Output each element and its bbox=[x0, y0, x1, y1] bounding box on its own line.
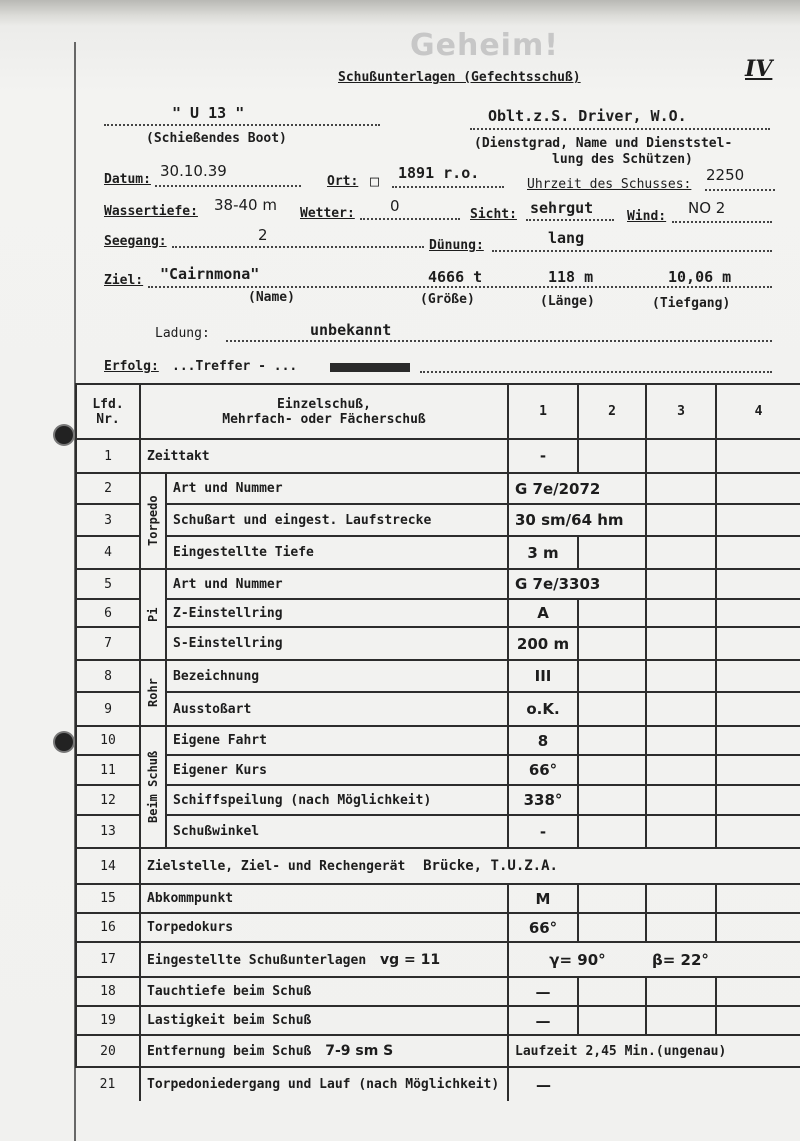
header-desc bbox=[140, 384, 508, 439]
scan-top-shadow bbox=[0, 0, 800, 26]
row-nr: 5 bbox=[76, 569, 140, 599]
row-label: S-Einstellring bbox=[166, 627, 508, 660]
ort-square: □ bbox=[370, 172, 380, 190]
table-row bbox=[76, 913, 800, 942]
table-row bbox=[76, 785, 800, 815]
row-label: Schußwinkel bbox=[166, 815, 508, 848]
header-desc-line2: Mehrfach- oder Fächerschuß bbox=[222, 411, 426, 427]
group-beim-schuss: Beim Schuß bbox=[140, 726, 166, 848]
row-nr: 10 bbox=[76, 726, 140, 755]
shooter-value: Oblt.z.S. Driver, W.O. bbox=[488, 107, 687, 125]
ziel-label: Ziel: bbox=[104, 273, 144, 288]
table-row bbox=[76, 884, 800, 913]
row-nr: 14 bbox=[76, 848, 140, 884]
row-label: Tauchtiefe beim Schuß bbox=[140, 977, 508, 1006]
row-nr: 12 bbox=[76, 785, 140, 815]
shooter-label-2: lung des Schützen) bbox=[552, 152, 693, 167]
row-value-3: β= 22° bbox=[646, 942, 800, 977]
uhrzeit-value: 2250 bbox=[706, 166, 745, 184]
row-label: Eigener Kurs bbox=[166, 755, 508, 785]
row-extra: vg = 11 bbox=[379, 951, 441, 968]
row-label: Eingestellte Tiefe bbox=[166, 536, 508, 569]
ort-value: 1891 r.o. bbox=[398, 164, 480, 182]
sicht-dotline bbox=[526, 219, 614, 221]
table-row bbox=[76, 439, 800, 473]
row-nr: 6 bbox=[76, 599, 140, 627]
wassertiefe-value: 38-40 m bbox=[214, 196, 277, 214]
datum-value: 30.10.39 bbox=[160, 162, 227, 180]
row-value-1: A bbox=[508, 599, 578, 627]
row-nr: 17 bbox=[76, 942, 140, 977]
row-value-1: 338° bbox=[508, 785, 578, 815]
row-nr: 20 bbox=[76, 1035, 140, 1067]
table-row bbox=[76, 569, 800, 599]
row-nr: 8 bbox=[76, 660, 140, 692]
wetter-label: Wetter: bbox=[300, 206, 355, 221]
ziel-groesse-label: (Größe) bbox=[420, 292, 475, 307]
row-label: Art und Nummer bbox=[166, 569, 508, 599]
row-value-1: γ= 90° bbox=[508, 942, 646, 977]
sicht-label: Sicht: bbox=[470, 207, 517, 222]
uhrzeit-dotline bbox=[705, 189, 775, 191]
row-value-1: 3 m bbox=[508, 536, 578, 569]
header-col-3: 3 bbox=[646, 384, 716, 439]
wind-value: NO 2 bbox=[688, 199, 726, 217]
row-nr: 1 bbox=[76, 439, 140, 473]
ziel-name: "Cairnmona" bbox=[160, 265, 260, 283]
seegang-label: Seegang: bbox=[104, 234, 167, 249]
row-value-1: 66° bbox=[508, 913, 578, 942]
table-row bbox=[76, 1006, 800, 1035]
wetter-dotline bbox=[360, 218, 460, 220]
row-value-1: — bbox=[536, 1075, 551, 1094]
ladung-value: unbekannt bbox=[310, 321, 392, 339]
row-value-1: — bbox=[508, 1006, 578, 1035]
corner-mark: IV bbox=[745, 56, 773, 82]
row-value-1: 200 m bbox=[508, 627, 578, 660]
header-col-2: 2 bbox=[578, 384, 646, 439]
row-label: Eigene Fahrt bbox=[166, 726, 508, 755]
table-row bbox=[76, 660, 800, 692]
row-value-1: 30 sm/64 hm bbox=[508, 504, 646, 536]
table-row bbox=[76, 692, 800, 726]
boat-label: (Schießendes Boot) bbox=[146, 131, 287, 146]
shooter-dotline bbox=[470, 128, 770, 130]
form-title: Schußunterlagen (Gefechtsschuß) bbox=[338, 70, 581, 85]
row-nr: 16 bbox=[76, 913, 140, 942]
header-col-1: 1 bbox=[508, 384, 578, 439]
row-label: Z-Einstellring bbox=[166, 599, 508, 627]
punch-hole-top bbox=[55, 426, 73, 444]
row-value-1: 8 bbox=[508, 726, 578, 755]
wetter-value: 0 bbox=[390, 197, 400, 215]
ziel-groesse: 4666 t bbox=[428, 268, 483, 286]
row-label: Bezeichnung bbox=[166, 660, 508, 692]
sicht-value: sehrgut bbox=[530, 199, 594, 217]
table-row bbox=[76, 599, 800, 627]
shot-data-table bbox=[75, 383, 800, 1101]
table-row bbox=[76, 848, 800, 884]
table-row bbox=[76, 977, 800, 1006]
row-value-1: III bbox=[508, 660, 578, 692]
erfolg-redaction bbox=[330, 363, 410, 372]
erfolg-dotline bbox=[420, 371, 772, 373]
row-label: Art und Nummer bbox=[166, 473, 508, 504]
table-row bbox=[76, 1067, 800, 1101]
seegang-value: 2 bbox=[258, 226, 268, 244]
row-nr: 13 bbox=[76, 815, 140, 848]
ort-label: Ort: bbox=[327, 174, 359, 189]
wind-dotline bbox=[672, 221, 772, 223]
row-label: Schußart und eingest. Laufstrecke bbox=[166, 504, 508, 536]
row-label-with-extra bbox=[140, 1035, 508, 1067]
table-row bbox=[76, 1035, 800, 1067]
group-pi: Pi bbox=[140, 569, 166, 660]
duenung-label: Dünung: bbox=[429, 238, 484, 253]
row-nr: 2 bbox=[76, 473, 140, 504]
row-nr: 3 bbox=[76, 504, 140, 536]
row-nr: 15 bbox=[76, 884, 140, 913]
row-extra: Brücke, T.U.Z.A. bbox=[423, 858, 558, 874]
row-label: Lastigkeit beim Schuß bbox=[140, 1006, 508, 1035]
row-nr: 19 bbox=[76, 1006, 140, 1035]
row-label: Eingestellte Schußunterlagen bbox=[147, 952, 367, 968]
row-laufzeit: Laufzeit 2,45 Min.(ungenau) bbox=[508, 1035, 800, 1067]
table-row bbox=[76, 536, 800, 569]
table-row bbox=[76, 504, 800, 536]
ziel-tiefgang: 10,06 m bbox=[668, 268, 732, 286]
boat-dotline bbox=[104, 124, 380, 126]
datum-label: Datum: bbox=[104, 172, 151, 187]
row-value-1: G 7e/2072 bbox=[508, 473, 646, 504]
row-label: Torpedoniedergang und Lauf (nach Möglichkeit) bbox=[140, 1067, 508, 1101]
row-nr: 7 bbox=[76, 627, 140, 660]
row-value-1: M bbox=[508, 884, 578, 913]
shooter-label-1: (Dienstgrad, Name und Dienststel- bbox=[474, 136, 733, 151]
row-nr: 4 bbox=[76, 536, 140, 569]
uhrzeit-label: Uhrzeit des Schusses: bbox=[527, 177, 692, 192]
ziel-laenge: 118 m bbox=[548, 268, 594, 286]
row-nr: 18 bbox=[76, 977, 140, 1006]
wind-label: Wind: bbox=[627, 209, 667, 224]
header-nr: Lfd. Nr. bbox=[76, 384, 140, 439]
row-label: Entfernung beim Schuß bbox=[147, 1044, 312, 1059]
table-row bbox=[76, 726, 800, 755]
ziel-name-label: (Name) bbox=[248, 290, 295, 305]
row-nr: 21 bbox=[76, 1067, 140, 1101]
header-desc-line1: Einzelschuß, bbox=[277, 396, 371, 412]
erfolg-value: ...Treffer - ... bbox=[172, 359, 298, 374]
table-row bbox=[76, 473, 800, 504]
secret-stamp: Geheim! bbox=[410, 28, 559, 63]
duenung-value: lang bbox=[548, 229, 585, 247]
group-rohr: Rohr bbox=[140, 660, 166, 726]
table-row bbox=[76, 815, 800, 848]
row-label: Abkommpunkt bbox=[140, 884, 508, 913]
wassertiefe-label: Wassertiefe: bbox=[104, 204, 198, 219]
ziel-tiefgang-label: (Tiefgang) bbox=[652, 296, 731, 311]
row-label: Schiffspeilung (nach Möglichkeit) bbox=[166, 785, 508, 815]
row-value-1: G 7e/3303 bbox=[508, 569, 646, 599]
erfolg-label: Erfolg: bbox=[104, 359, 159, 374]
row-value-1: - bbox=[508, 815, 578, 848]
ort-dotline bbox=[392, 186, 504, 188]
row-nr: 11 bbox=[76, 755, 140, 785]
duenung-dotline bbox=[492, 250, 772, 252]
row-value-1: - bbox=[508, 439, 578, 473]
row-value-1: 66° bbox=[508, 755, 578, 785]
row-label: Zeittakt bbox=[140, 439, 508, 473]
seegang-dotline bbox=[172, 246, 424, 248]
row-value-1: — bbox=[508, 977, 578, 1006]
header-col-4: 4 bbox=[716, 384, 800, 439]
row-label: Zielstelle, Ziel- und Rechengerät bbox=[147, 859, 406, 874]
row-value-1: o.K. bbox=[508, 692, 578, 726]
ladung-label: Ladung: bbox=[155, 326, 210, 341]
row-label: Ausstoßart bbox=[166, 692, 508, 726]
ladung-dotline bbox=[226, 340, 772, 342]
group-torpedo: Torpedo bbox=[140, 473, 166, 569]
table-row bbox=[76, 942, 800, 977]
row-extra: 7-9 sm S bbox=[325, 1043, 394, 1059]
boat-value: " U 13 " bbox=[172, 104, 245, 122]
row-label-with-extra bbox=[140, 942, 508, 977]
datum-dotline bbox=[155, 185, 301, 187]
ziel-laenge-label: (Länge) bbox=[540, 294, 595, 309]
table-header-row bbox=[76, 384, 800, 439]
punch-hole-bottom bbox=[55, 733, 73, 751]
table-row bbox=[76, 755, 800, 785]
ziel-dotline bbox=[148, 286, 772, 288]
row-nr: 9 bbox=[76, 692, 140, 726]
table-row bbox=[76, 627, 800, 660]
row-label: Torpedokurs bbox=[140, 913, 508, 942]
row-label-with-extra bbox=[140, 848, 800, 884]
